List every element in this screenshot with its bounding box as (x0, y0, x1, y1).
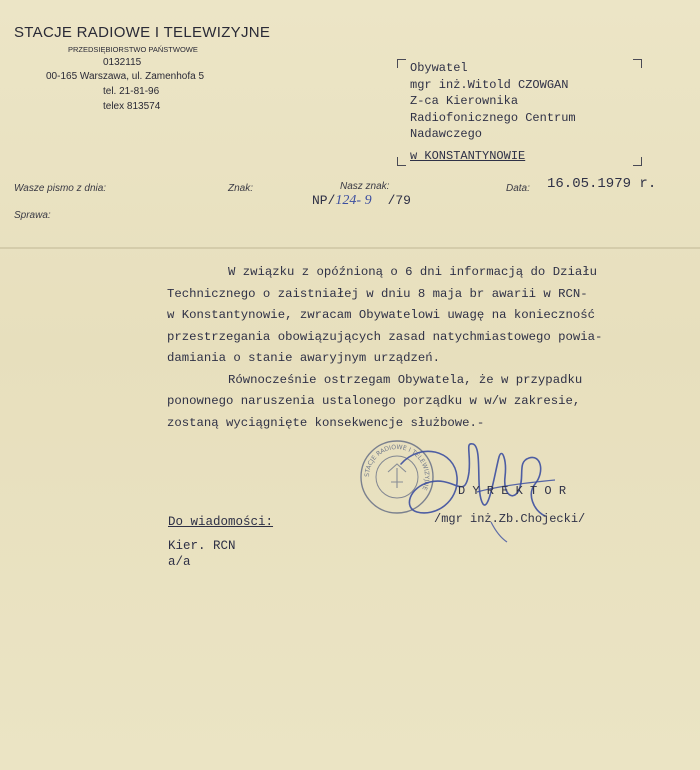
recipient-line: Obywatel (410, 61, 468, 75)
your-letter-label: Wasze pismo z dnia: (14, 183, 107, 194)
recipient-bracket-tr (633, 59, 642, 68)
director-name: /mgr inż.Zb.Chojecki/ (434, 512, 586, 526)
our-sign-label: Nasz znak: (340, 181, 390, 192)
our-sign-prefix: NP/ (312, 193, 336, 208)
body-line: W związku z opóźnioną o 6 dni informacją do Działu (228, 265, 597, 279)
stamp-text: STACJE RADIOWE I TELEWIZYJNE (363, 443, 431, 492)
body-line: Technicznego o zaistniałej w dniu 8 maja br awarii w RCN- (167, 286, 588, 301)
body-line: ponownego naruszenia ustalonego porządku w w/w zakresie, (167, 394, 581, 408)
cc-list (168, 538, 236, 570)
recipient-line: Z-ca Kierownika (410, 94, 519, 108)
recipient-address (410, 60, 576, 164)
cc-heading: Do wiadomości: (168, 515, 274, 529)
body-line: w Konstantynowie, zwracam Obywatelowi uwagę na konieczność (167, 308, 596, 322)
our-sign-value (312, 192, 411, 209)
date-label: Data: (506, 183, 530, 194)
body-line: zostaną wyciągnięte konsekwencje służbowe.- (167, 415, 485, 430)
paper-fold-line (0, 247, 700, 249)
recipient-location: w KONSTANTYNOWIE (410, 148, 526, 163)
cc-item: a/a (168, 555, 191, 569)
org-name: STACJE RADIOWE I TELEWIZYJNE (14, 24, 271, 41)
date-value: 16.05.1979 r. (547, 176, 657, 192)
our-sign-handwritten: 124- 9 (335, 193, 372, 208)
sign-label: Znak: (228, 183, 254, 194)
body-line: przestrzegania obowiązujących zasad natychmiastowego powia- (167, 329, 603, 344)
our-sign-suffix: /79 (387, 193, 411, 208)
org-address: 00-165 Warszawa, ul. Zamenhofa 5 (46, 71, 205, 82)
letter-body (167, 262, 602, 434)
body-line: Równocześnie ostrzegam Obywatela, że w przypadku (228, 372, 583, 387)
recipient-line: Nadawczego (410, 127, 483, 141)
org-telex: telex 813574 (103, 101, 161, 112)
cc-item: Kier. RCN (168, 539, 236, 553)
org-code: 0132115 (103, 57, 142, 68)
director-title: D Y R E K T O R (458, 484, 567, 498)
org-phone: tel. 21-81-96 (103, 86, 160, 97)
body-line: damiania o stanie awaryjnym urządzeń. (167, 351, 441, 365)
recipient-line: mgr inż.Witold CZOWGAN (410, 77, 569, 92)
recipient-line: Radiofonicznego Centrum (410, 110, 576, 125)
subject-label: Sprawa: (14, 210, 51, 221)
org-type: PRZEDSIĘBIORSTWO PAŃSTWOWE (68, 45, 198, 54)
recipient-bracket-tl (397, 59, 406, 68)
recipient-bracket-bl (397, 157, 406, 166)
recipient-bracket-br (633, 157, 642, 166)
